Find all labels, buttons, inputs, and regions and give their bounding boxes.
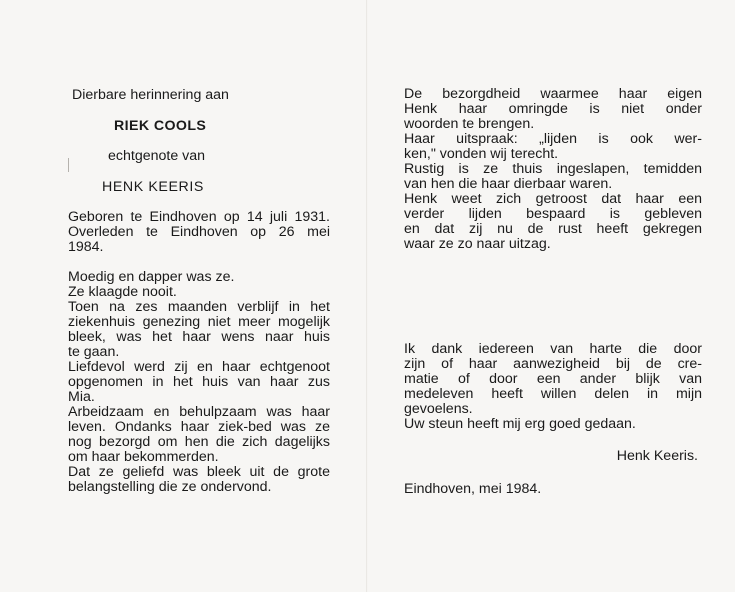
poem-line: Ze klaagde nooit. [68, 284, 177, 300]
poem-line: Toen na zes maanden verblijf in het [68, 299, 330, 315]
paragraph-line: verder lijden bespaard is gebleven [404, 206, 702, 222]
poem-line: Mia. [68, 389, 95, 405]
birth-line: Geboren te Eindhoven op 14 juli 1931. [68, 209, 330, 225]
poem-line: belangstelling die ze ondervond. [68, 479, 272, 495]
thanks-line: matie of door een ander blijk van [404, 371, 702, 387]
paragraph-line: Haar uitspraak: „lijden is ook wer- [404, 131, 702, 147]
thanks-line: zijn of haar aanwezigheid bij de cre- [404, 356, 702, 372]
poem-line: Arbeidzaam en behulpzaam was haar [68, 404, 330, 420]
death-line: Overleden te Eindhoven op 26 mei [68, 224, 330, 240]
paragraph-line: Henk weet zich getroost dat haar een [404, 191, 702, 207]
paragraph-line: ken," vonden wij terecht. [404, 146, 559, 162]
poem-line: ziekenhuis genezing niet meer mogelijk [68, 314, 330, 330]
thanks-line: gevoelens. [404, 401, 473, 417]
place-date: Eindhoven, mei 1984. [404, 481, 542, 497]
thanks-line: Ik dank iedereen van harte die door [404, 341, 702, 357]
paragraph-line: De bezorgdheid waarmee haar eigen [404, 86, 702, 102]
deceased-name: RIEK COOLS [114, 118, 207, 134]
poem-line: opgenomen in het huis van haar zus [68, 374, 330, 390]
card-fold [366, 0, 368, 592]
thanks-line: medeleven heeft willen delen in mijn [404, 386, 702, 402]
paragraph-line: waar ze zo naar uitzag. [404, 236, 551, 252]
paper-mark [68, 158, 69, 172]
spouse-label: echtgenote van [108, 148, 206, 164]
poem-line: leven. Ondanks haar ziek-bed was ze [68, 419, 330, 435]
paragraph-line: Rustig is ze thuis ingeslapen, temidden [404, 161, 702, 177]
poem-line: om haar bekommerden. [68, 449, 219, 465]
poem-line: bleek, was het haar wens naar huis [68, 329, 330, 345]
paragraph-line: woorden te brengen. [404, 116, 535, 132]
paragraph-line: en dat zij nu de rust heeft gekregen [404, 221, 702, 237]
thanks-line: Uw steun heeft mij erg goed gedaan. [404, 416, 636, 432]
poem-line: Dat ze geliefd was bleek uit de grote [68, 464, 330, 480]
poem-line: nog bezorgd om hen die zich dagelijks [68, 434, 330, 450]
poem-line: Liefdevol werd zij en haar echtgenoot [68, 359, 330, 375]
intro-text: Dierbare herinnering aan [72, 87, 229, 103]
paragraph-line: Henk haar omringde is niet onder [404, 101, 702, 117]
poem-line: Moedig en dapper was ze. [68, 269, 235, 285]
signature: Henk Keeris. [616, 448, 698, 464]
death-year-line: 1984. [68, 239, 104, 255]
paragraph-line: van hen die haar dierbaar waren. [404, 176, 613, 192]
spouse-name: HENK KEERIS [102, 179, 204, 195]
poem-line: te gaan. [68, 344, 120, 360]
